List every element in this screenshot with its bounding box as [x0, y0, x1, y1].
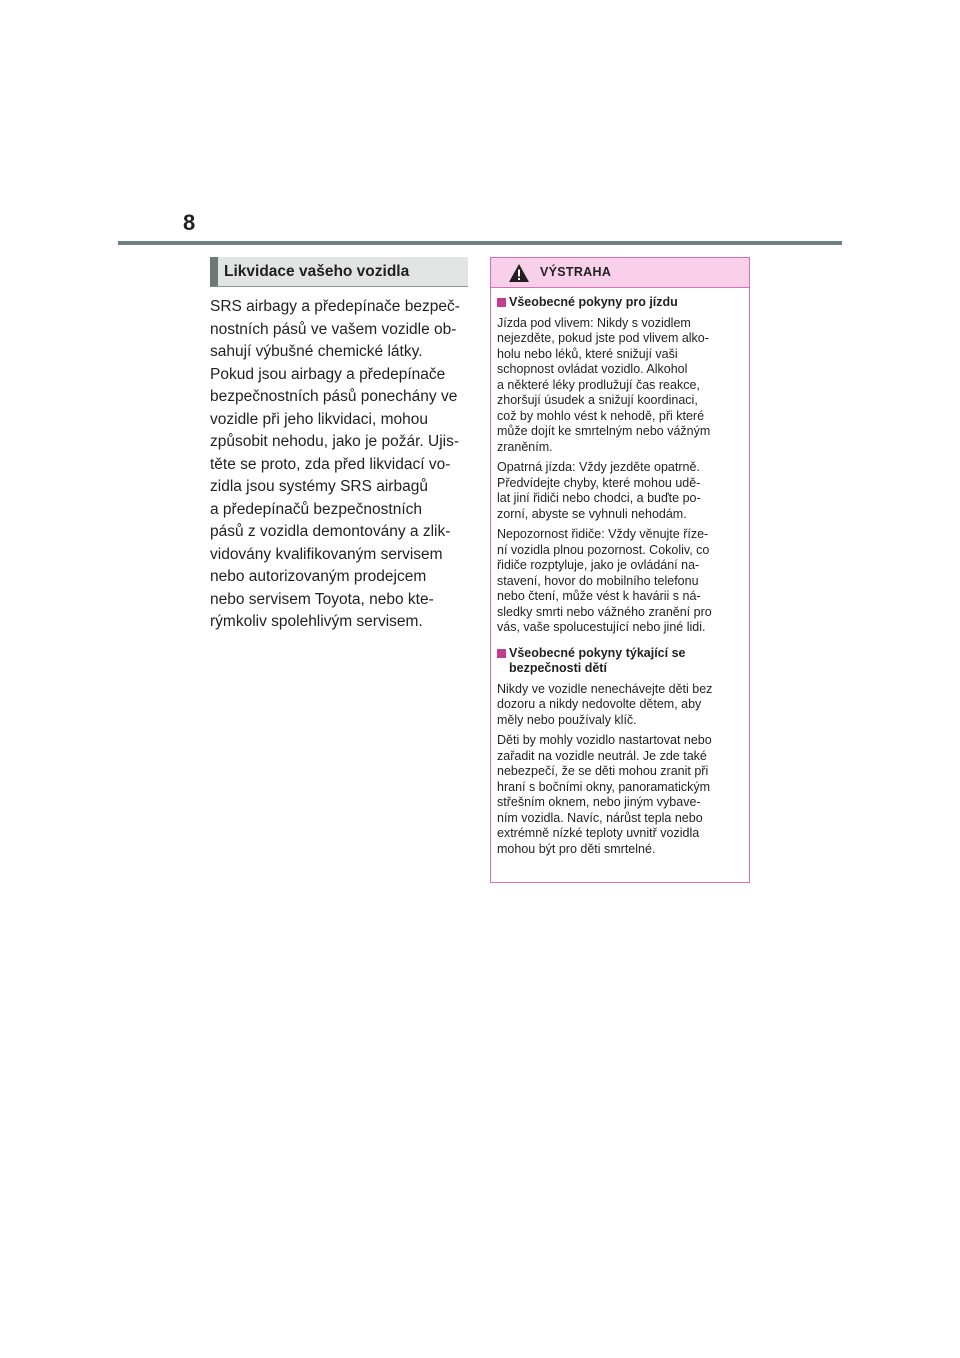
warning-paragraph: Nikdy ve vozidle nenechávejte děti bez dozoru a nikdy nedovolte dětem, aby měly nebo používaly klíč.	[497, 681, 713, 727]
warning-subheading: Všeobecné pokyny týkající se bezpečnosti dětí	[497, 646, 743, 677]
warning-paragraph: Děti by mohly vozidlo nastartovat nebo zařadit na vozidle neutrál. Je zde také nebezpečí, že se děti mohou zranit při hraní s bočními okny, panoramatickým střešním oknem, nebo jiným vybave- ním vozidla. Navíc, nárůst tepla nebo extrémně nízké teploty uvnitř vozidla mohou být pro děti smrtelné.	[497, 733, 712, 856]
page-number: 8	[183, 210, 196, 235]
section-body	[210, 296, 472, 634]
warning-paragraph: Nepozornost řidiče: Vždy věnujte říze- ní vozidla plnou pozornost. Cokoliv, co řidiče rozptyluje, jako je ovládání na- stavení, hovor do mobilního telefonu nebo čtení, může vést k havárii s ná- sledky smrti nebo vážného zranění pro vás, vaše spolucestující nebo jiné lidi.	[497, 527, 712, 634]
body-line: vidovány kvalifikovaným servisem	[210, 545, 443, 563]
header-rule	[118, 241, 842, 245]
body-line: pásů z vozidla demontovány a zlik-	[210, 523, 451, 540]
warning-subheading: Všeobecné pokyny pro jízdu	[497, 295, 743, 311]
warning-title: VÝSTRAHA	[540, 265, 612, 279]
warning-triangle-icon	[508, 263, 530, 283]
square-bullet-icon	[497, 298, 506, 307]
body-line: a předepínačů bezpečnostních	[210, 500, 422, 518]
warning-paragraph: Jízda pod vlivem: Nikdy s vozidlem nejezděte, pokud jste pod vlivem alko- holu nebo léků, které snižují vaši schopnost ovládat vozidlo. Alkohol a některé léky prodlužují čas reakce, zhoršují úsudek a snižují koordinaci, což by mohlo vést k nehodě, při které může dojít ke smrtelným nebo vážným zraněním.	[497, 315, 711, 454]
body-line: sahují výbušné chemické látky.	[210, 343, 423, 360]
body-line: rýmkoliv spolehlivým servisem.	[210, 613, 423, 630]
body-line: těte se proto, zda před likvidací vo-	[210, 455, 451, 473]
body-line: vozidle při jeho likvidaci, mohou	[210, 410, 428, 428]
square-bullet-icon	[497, 649, 506, 658]
warning-content	[491, 288, 749, 857]
body-line: zidla jsou systémy SRS airbagů	[210, 478, 428, 495]
body-line: SRS airbagy a předepínače bezpeč-	[210, 298, 460, 315]
body-line: bezpečnostních pásů ponechány ve	[210, 388, 458, 405]
body-line: nebo autorizovaným prodejcem	[210, 568, 427, 585]
body-line: nebo servisem Toyota, nebo kte-	[210, 590, 434, 608]
warning-box	[490, 257, 750, 883]
warning-paragraph: Opatrná jízda: Vždy jezděte opatrně. Předvídejte chyby, které mohou udě- lat jiní řidiči nebo chodci, a buďte po- zorní, abyste se vyhnuli nehodám.	[497, 460, 701, 521]
body-line: Pokud jsou airbagy a předepínače	[210, 365, 446, 383]
body-line: způsobit nehodu, jako je požár. Ujis-	[210, 433, 460, 450]
body-line: nostních pásů ve vašem vozidle ob-	[210, 320, 457, 338]
section-heading: Likvidace vašeho vozidla	[210, 257, 468, 287]
warning-header	[491, 258, 749, 288]
